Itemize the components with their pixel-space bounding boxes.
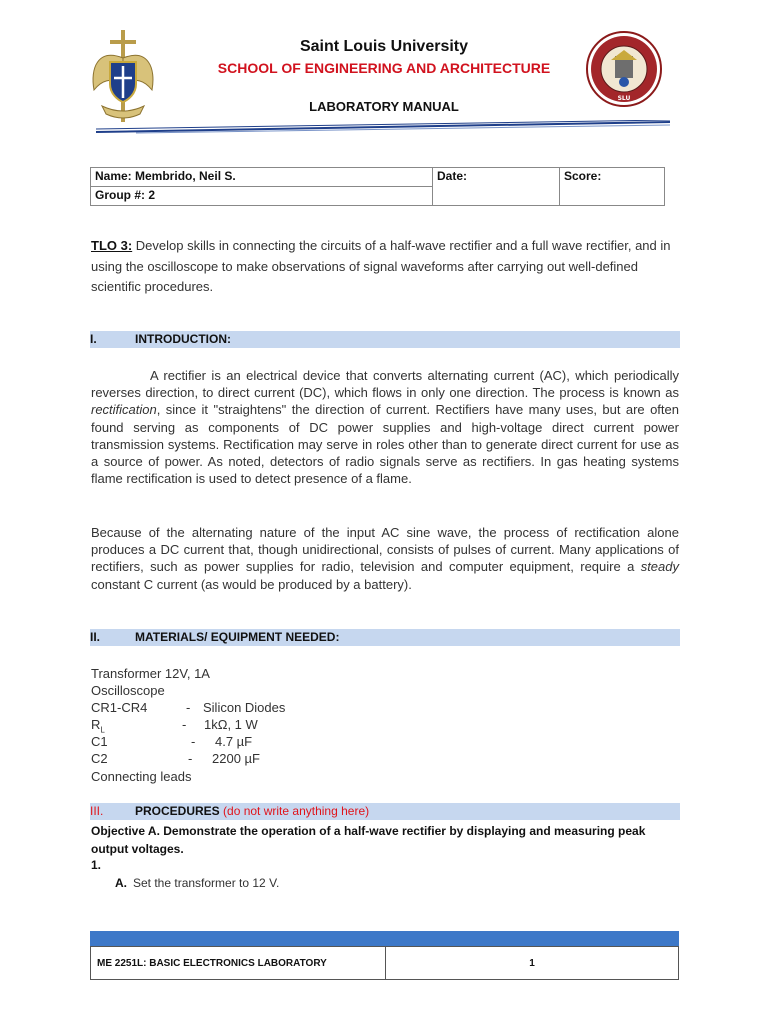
footer-course: ME 2251L: BASIC ELECTRONICS LABORATORY	[91, 947, 386, 980]
footer-page-number: 1	[386, 947, 679, 980]
material-oscilloscope: Oscilloscope	[91, 683, 165, 698]
material-c2-value: 2200 µF	[212, 751, 260, 766]
date-cell: Date:	[433, 168, 560, 206]
section-introduction-header	[90, 331, 680, 348]
intro-p1-text-cont: , since it "straightens" the direction of current. Rectifiers have many uses, but are often found serving as components of DC power supplies and high-voltage direct current power transmission systems. Rectification may serve in roles other than to generate direct current for use as a source of power. As noted, detectors of radio signals serve as rectifiers. In gas heating systems flame rectification is used to detect presence of a flame.	[91, 402, 679, 487]
rl-symbol: R	[91, 717, 101, 732]
footer-accent-bar	[90, 931, 679, 946]
section-number: I.	[90, 332, 97, 346]
material-c1-dash: -	[191, 734, 196, 749]
section-title	[135, 803, 369, 820]
material-leads: Connecting leads	[91, 769, 192, 784]
score-cell: Score:	[560, 168, 665, 206]
procedures-title: PROCEDURES	[135, 804, 220, 818]
material-diodes-value: Silicon Diodes	[203, 700, 286, 715]
step-a-label: A.	[115, 876, 127, 890]
header-divider	[96, 120, 670, 134]
intro-p2-text-cont: constant C current (as would be produced by a battery).	[91, 576, 412, 592]
college-seal-logo	[585, 30, 663, 108]
intro-p1-emphasis: rectification	[91, 402, 157, 418]
name-cell: Name: Membrido, Neil S.	[91, 168, 433, 187]
step-number: 1.	[91, 858, 102, 872]
manual-title: LABORATORY MANUAL	[309, 99, 459, 114]
material-c2-dash: -	[188, 751, 193, 766]
material-c1-value: 4.7 µF	[215, 734, 253, 749]
material-diodes-label: CR1-CR4	[91, 700, 148, 715]
intro-paragraph-1	[91, 367, 679, 487]
step-a-text: Set the transformer to 12 V.	[133, 876, 280, 890]
procedures-note: (do not write anything here)	[223, 804, 370, 818]
tlo-text: Develop skills in connecting the circuits of a half-wave rectifier and a full wave rectifier, and in using the oscilloscope to make observations of signal waveforms after carrying out well-defined scientific procedures.	[91, 238, 671, 294]
section-title: MATERIALS/ EQUIPMENT NEEDED:	[135, 630, 340, 644]
tlo-label: TLO 3:	[91, 238, 133, 253]
student-info-table	[90, 167, 665, 206]
material-load-resistor-value: 1kΩ, 1 W	[204, 717, 258, 732]
step-a	[115, 876, 279, 890]
material-load-resistor-dash: -	[182, 717, 187, 732]
section-title: INTRODUCTION:	[135, 332, 231, 346]
tlo-statement	[91, 236, 681, 298]
material-diodes-dash: -	[186, 700, 191, 715]
material-c1-label: C1	[91, 734, 108, 749]
intro-p2-text: Because of the alternating nature of the input AC sine wave, the process of rectification alone produces a DC current that, though unidirectional, consists of pulses of current. Many applications of rectifiers, such as power supplies for radio, television and computer equipment, require a	[91, 525, 679, 575]
material-c2-label: C2	[91, 751, 108, 766]
objective-a: Objective A. Demonstrate the operation of a half-wave rectifier by displaying and measuring peak output voltages.	[91, 824, 646, 856]
section-procedures-header	[90, 803, 680, 820]
section-materials-header	[90, 629, 680, 646]
rl-subscript: L	[100, 725, 105, 735]
university-name: Saint Louis University	[299, 38, 469, 55]
material-transformer: Transformer 12V, 1A	[91, 666, 210, 681]
section-number: II.	[90, 630, 101, 644]
svg-text:SLU: SLU	[617, 95, 631, 102]
section-number: III.	[90, 804, 104, 818]
school-name: SCHOOL OF ENGINEERING AND ARCHITECTURE	[217, 60, 551, 76]
group-cell: Group #: 2	[91, 187, 433, 206]
intro-paragraph-2	[91, 524, 679, 593]
intro-p2-emphasis: steady	[640, 559, 679, 575]
intro-p1-text: A rectifier is an electrical device that converts alternating current (AC), which periodically reverses direction, to direct current (DC), which flows in only one direction. The process is known as	[91, 368, 679, 401]
footer-table	[90, 946, 679, 980]
